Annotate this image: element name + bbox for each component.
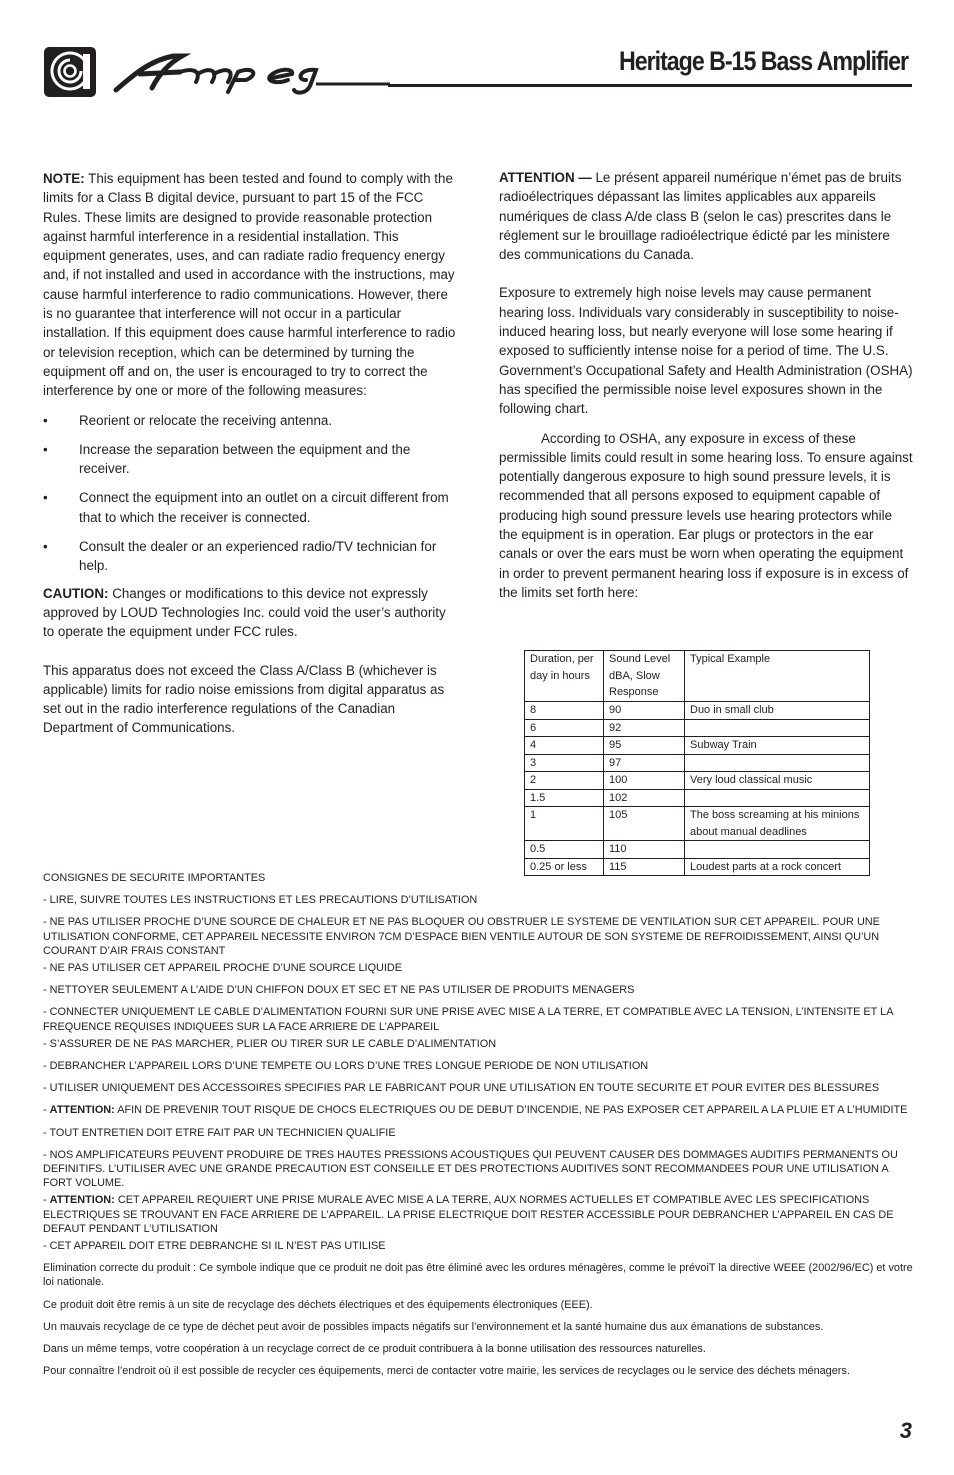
weee-paragraph: Un mauvais recyclage de ce type de déchet peut avoir de possibles impacts négatifs sur l’environnement et la santé humaine dus aux émanations de substances. (43, 1320, 824, 1333)
attention-text: CET APPAREIL REQUIERT UNE PRISE MURALE AVEC MISE A LA TERRE, AUX NORMES ACTUELLES ET COMPATIBLE AVEC LES SPECIFICATIONS ELECTRIQUES SE TROUVANT EN FACE ARRIERE DE L’APPAREIL. LA PRISE ELECTRIQUE DOIT RESTER ACCESSIBLE POUR DEBRANCHER L’APPAREIL EN CAS DE DEFAUT PENDANT L’UTILISATION (43, 1194, 894, 1235)
page-number: 3 (899, 1418, 912, 1443)
ampeg-script-logo (110, 50, 400, 96)
cell-example: The boss screaming at his minions about manual deadlines (685, 807, 870, 841)
cell-duration: 3 (525, 754, 604, 772)
list-item-text: Connect the equipment into an outlet on a circuit different from that to which the receiver is connected. (79, 490, 449, 525)
safety-instructions (43, 871, 913, 1386)
cell-level: 97 (604, 754, 685, 772)
bullet-mark: • (43, 490, 48, 506)
attention-label: ATTENTION: (49, 1104, 115, 1117)
cell-example: Very loud classical music (685, 772, 870, 790)
table-row (525, 841, 870, 859)
list-item (43, 411, 458, 430)
header-sound-level: Sound Level dBA, Slow Response (604, 651, 685, 702)
bullet-mark: • (43, 412, 48, 428)
noise-exposure-table (524, 650, 870, 876)
attention-label: ATTENTION — (499, 170, 592, 185)
apparatus-paragraph: This apparatus does not exceed the Class A/Class B (whichever is applicable) limits for radio noise emissions from digital apparatus as set out in the radio interference regulations of the Canadian Department of Communications. (43, 662, 445, 736)
page-title: Heritage B-15 Bass Amplifier (619, 46, 908, 76)
attention-paragraph (499, 168, 913, 264)
cell-duration: 0.5 (525, 841, 604, 859)
safety-item: - NOS AMPLIFICATEURS PEUVENT PRODUIRE DE TRES HAUTES PRESSIONS ACOUSTIQUES QUI PEUVENT CAUSER DES DOMMAGES AUDITIFS PERMANENTS OU DEFINITIFS. L’UTILISER AVEC UNE GRANDE PRECAUTION EST CONSEILLE ET DES PROTECTIONS AUDITIVES SONT RECOMMANDEES POUR UNE UTILISATION A FORT VOLUME. (43, 1148, 898, 1190)
safety-item: - NETTOYER SEULEMENT A L’AIDE D’UN CHIFFON DOUX ET SEC ET NE PAS UTILISER DE PRODUITS MENAGERS (43, 984, 635, 997)
table-row (525, 772, 870, 790)
safety-item: - NE PAS UTILISER CET APPAREIL PROCHE D’UNE SOURCE LIQUIDE (43, 962, 403, 975)
cell-example (685, 789, 870, 807)
cell-level: 105 (604, 807, 685, 841)
cell-example: Duo in small club (685, 702, 870, 720)
bullet-mark: • (43, 539, 48, 555)
cell-level: 115 (604, 858, 685, 876)
osha-paragraph: According to OSHA, any exposure in excess of these permissible limits could result in some hearing loss. To ensure against potentially dangerous exposure to high sound pressure levels, it is recommended that all persons exposed to equipment capable of producing high sound pressure levels use hearing protectors while the equipment is in operation. Ear plugs or protectors in the ear canals or over the ears must be worn when operating the equipment in order to prevent permanent hearing loss if exposure is in excess of the limits set forth here: (499, 430, 913, 600)
safety-item: - S’ASSURER DE NE PAS MARCHER, PLIER OU TIRER SUR LE CABLE D’ALIMENTATION (43, 1037, 497, 1050)
cell-level: 100 (604, 772, 685, 790)
attention-prefix: - (43, 1194, 50, 1207)
cell-duration: 4 (525, 737, 604, 755)
attention-text: AFIN DE PREVENIR TOUT RISQUE DE CHOCS ELECTRIQUES OU DE DEBUT D’INCENDIE, NE PAS EXPOSER CET APPAREIL A LA PLUIE ET A L’HUMIDITE (114, 1104, 908, 1117)
cell-level: 110 (604, 841, 685, 859)
caution-paragraph (43, 584, 458, 642)
cell-duration: 0.25 or less (525, 858, 604, 876)
list-item (43, 440, 458, 479)
list-item-text: Reorient or relocate the receiving antenna. (79, 412, 333, 428)
cell-duration: 6 (525, 719, 604, 737)
weee-paragraph: Pour connaître l’endroit où il est possible de recycler ces équipements, merci de contacter votre mairie, les services de recyclages ou le service des déchets ménagers. (43, 1365, 850, 1378)
safety-item: - LIRE, SUIVRE TOUTES LES INSTRUCTIONS ET LES PRECAUTIONS D’UTILISATION (43, 894, 478, 907)
cell-example: Subway Train (685, 737, 870, 755)
weee-paragraph: Elimination correcte du produit : Ce symbole indique que ce produit ne doit pas être éliminé avec les ordures ménagères, comme le prévoiT la directive WEEE (2002/96/EC) et votre loi nationale. (43, 1262, 913, 1289)
exposure-paragraph: Exposure to extremely high noise levels may cause permanent hearing loss. Individuals vary considerably in susceptibility to noise-induced hearing loss, but nearly everyone will lose some hearing if exposed to sufficiently intense noise for a period of time. The U.S. Government’s Occupational Safety and Health Administration (OSHA) has specified the permissible noise level exposures shown in the following chart. (499, 285, 913, 417)
attention-prefix: - (43, 1104, 50, 1117)
cell-example (685, 719, 870, 737)
safety-item: - DEBRANCHER L’APPAREIL LORS D’UNE TEMPETE OU LORS D’UNE TRES LONGUE PERIODE DE NON UTILISATION (43, 1060, 649, 1073)
note-label: NOTE: (43, 171, 85, 186)
cell-example (685, 754, 870, 772)
bullet-mark: • (43, 441, 48, 457)
cell-level: 90 (604, 702, 685, 720)
table-row (525, 789, 870, 807)
caution-label: CAUTION: (43, 585, 109, 601)
cell-level: 102 (604, 789, 685, 807)
weee-paragraph: Ce produit doit être remis à un site de recyclage des déchets électriques et des équipements électroniques (EEE). (43, 1298, 593, 1311)
right-column (499, 168, 913, 621)
list-item (43, 537, 458, 576)
list-item-text: Increase the separation between the equipment and the receiver. (79, 441, 411, 477)
safety-item: - UTILISER UNIQUEMENT DES ACCESSOIRES SPECIFIES PAR LE FABRICANT POUR UNE UTILISATION EN TOUTE SECURITE ET POUR EVITER DES BLESSURES (43, 1082, 880, 1095)
cell-duration: 2 (525, 772, 604, 790)
attention-label: ATTENTION: (49, 1194, 115, 1207)
safety-item: - NE PAS UTILISER PROCHE D’UNE SOURCE DE CHALEUR ET NE PAS BLOQUER OU OBSTRUER LE SYSTEME DE VENTILATION SUR CET APPAREIL. POUR UNE UTILISATION CONFORME, CET APPAREIL NECESSITE ENVIRON 7CM D’ESPACE BIEN VENTILE AUTOUR DE SON SYSTEME DE REFROIDISSEMENT, AINSI QU’UN COURANT D’AIR FRAIS CONSTANT (43, 916, 880, 957)
cell-example: Loudest parts at a rock concert (685, 858, 870, 876)
safety-title: CONSIGNES DE SECURITE IMPORTANTES (43, 872, 266, 884)
table-row (525, 807, 870, 841)
safety-attention-outlet (43, 1193, 913, 1236)
fcc-note (43, 169, 458, 401)
header-duration: Duration, per day in hours (525, 651, 604, 702)
table-row (525, 754, 870, 772)
header-example: Typical Example (685, 651, 870, 702)
safety-attention-rain (43, 1103, 913, 1117)
safety-item: - CONNECTER UNIQUEMENT LE CABLE D’ALIMENTATION FOURNI SUR UNE PRISE AVEC MISE A LA TERRE, ET COMPATIBLE AVEC LA TENSION, L’INTENSITE ET LA FREQUENCE REQUISES INDIQUEES SUR LA FACE ARRIERE DE L’APPAREIL (43, 1006, 893, 1033)
list-item (43, 488, 458, 527)
list-item-text: Consult the dealer or an experienced radio/TV technician for help. (79, 539, 437, 574)
weee-paragraph: Dans un même temps, votre coopération à un recyclage correct de ce produit contribuera à la bonne utilisation des ressources naturelles. (43, 1343, 706, 1356)
measures-list (43, 411, 458, 576)
left-column (43, 169, 458, 757)
cell-duration: 8 (525, 702, 604, 720)
table-row (525, 702, 870, 720)
caution-text: Changes or modifications to this device not expressly approved by LOUD Technologies Inc. could void the user’s authority to operate the equipment under FCC rules. (43, 585, 446, 640)
cell-level: 95 (604, 737, 685, 755)
table-header-row (525, 651, 870, 702)
note-text: This equipment has been tested and found to comply with the limits for a Class B digital device, pursuant to part 15 of the FCC Rules. These limits are designed to provide reasonable protection against harmful interference in a residential installation. This equipment generates, uses, and can radiate radio frequency energy and, if not installed and used in accordance with the instructions, may cause harmful interference to radio communications. However, there is no guarantee that interference will not occur in a particular installation. If this equipment does cause harmful interference to radio or television reception, which can be determined by turning the equipment off and on, the user is encouraged to try to correct the interference by one or more of the following measures: (43, 171, 456, 399)
cell-example (685, 841, 870, 859)
attention-text: Le présent appareil numérique n’émet pas de bruits radioélectriques dépassant las limites applicables aux appareils numériques de class A/de class B (selon le cas) prescrites dans le réglement sur le brouillage radioélectrique édicté par les ministere des communications du Canada. (499, 170, 902, 263)
cell-level: 92 (604, 719, 685, 737)
cell-duration: 1.5 (525, 789, 604, 807)
ampeg-logo-icon (43, 46, 97, 98)
header-rule (388, 84, 912, 87)
table-row (525, 737, 870, 755)
safety-item: - CET APPAREIL DOIT ETRE DEBRANCHE SI IL N’EST PAS UTILISE (43, 1240, 386, 1253)
safety-item: - TOUT ENTRETIEN DOIT ETRE FAIT PAR UN TECHNICIEN QUALIFIE (43, 1126, 396, 1139)
cell-duration: 1 (525, 807, 604, 841)
table-row (525, 719, 870, 737)
